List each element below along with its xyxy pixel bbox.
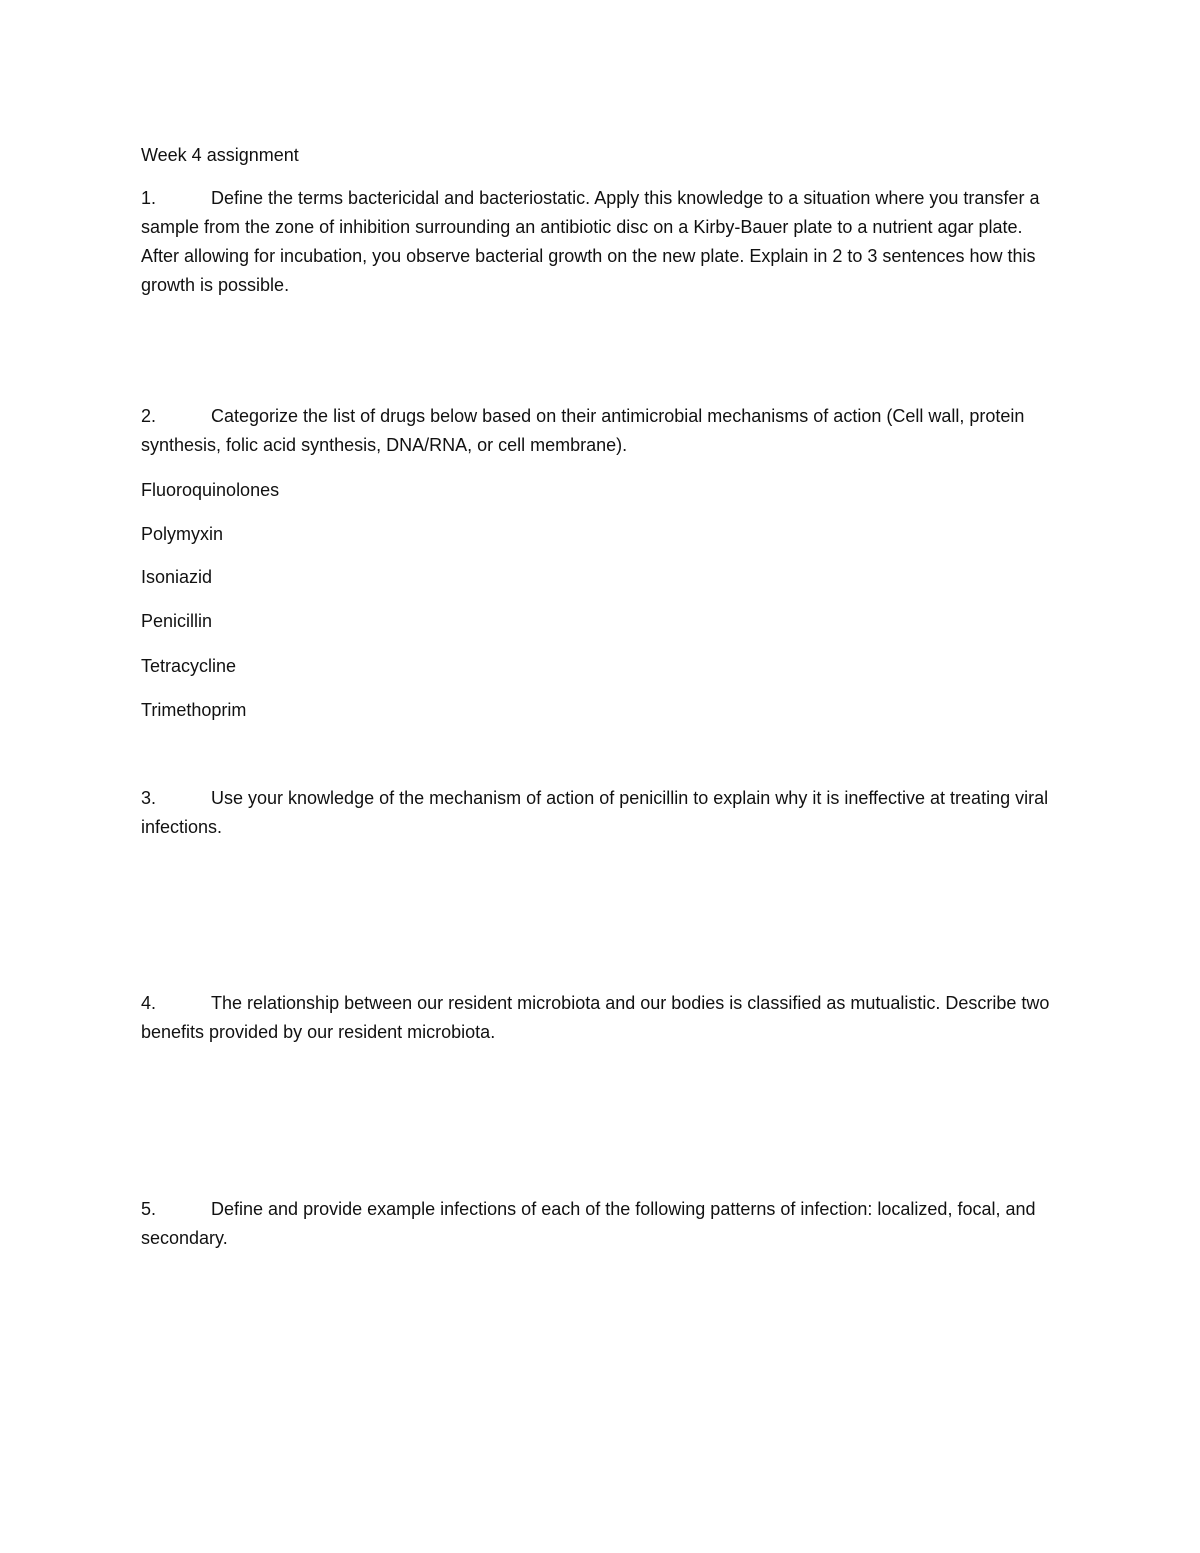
drug-item: Penicillin: [141, 611, 213, 631]
question-number: 5.: [141, 1199, 157, 1219]
drug-item: Tetracycline: [141, 656, 237, 676]
question-text: Define and provide example infections of each of the following patterns of infection: localized, focal, and secondary.: [141, 1199, 1036, 1248]
drug-item: Trimethoprim: [141, 700, 247, 720]
question-5: [141, 1195, 1061, 1253]
drug-item: Fluoroquinolones: [141, 480, 280, 500]
question-number: 2.: [141, 406, 157, 426]
question-number: 4.: [141, 993, 157, 1013]
question-2: [141, 402, 1061, 460]
question-text: The relationship between our resident microbiota and our bodies is classified as mutualistic. Describe two benefits provided by our resident microbiota.: [141, 993, 1050, 1042]
question-text: Categorize the list of drugs below based on their antimicrobial mechanisms of action (Cell wall, protein synthesis, folic acid synthesis, DNA/RNA, or cell membrane).: [141, 406, 1025, 455]
question-number: 1.: [141, 188, 157, 208]
question-1: [141, 184, 1061, 300]
drug-item: Isoniazid: [141, 567, 213, 587]
question-number: 3.: [141, 788, 157, 808]
question-3: [141, 784, 1061, 842]
document-title: Week 4 assignment: [141, 145, 299, 165]
drug-item: Polymyxin: [141, 524, 224, 544]
question-text: Use your knowledge of the mechanism of action of penicillin to explain why it is ineffective at treating viral infections.: [141, 788, 1049, 837]
question-text: Define the terms bactericidal and bacteriostatic. Apply this knowledge to a situation where you transfer a sample from the zone of inhibition surrounding an antibiotic disc on a Kirby-Bauer plate to a nutrient agar plate. After allowing for incubation, you observe bacterial growth on the new plate. Explain in 2 to 3 sentences how this growth is possible.: [141, 188, 1040, 295]
question-4: [141, 989, 1061, 1047]
